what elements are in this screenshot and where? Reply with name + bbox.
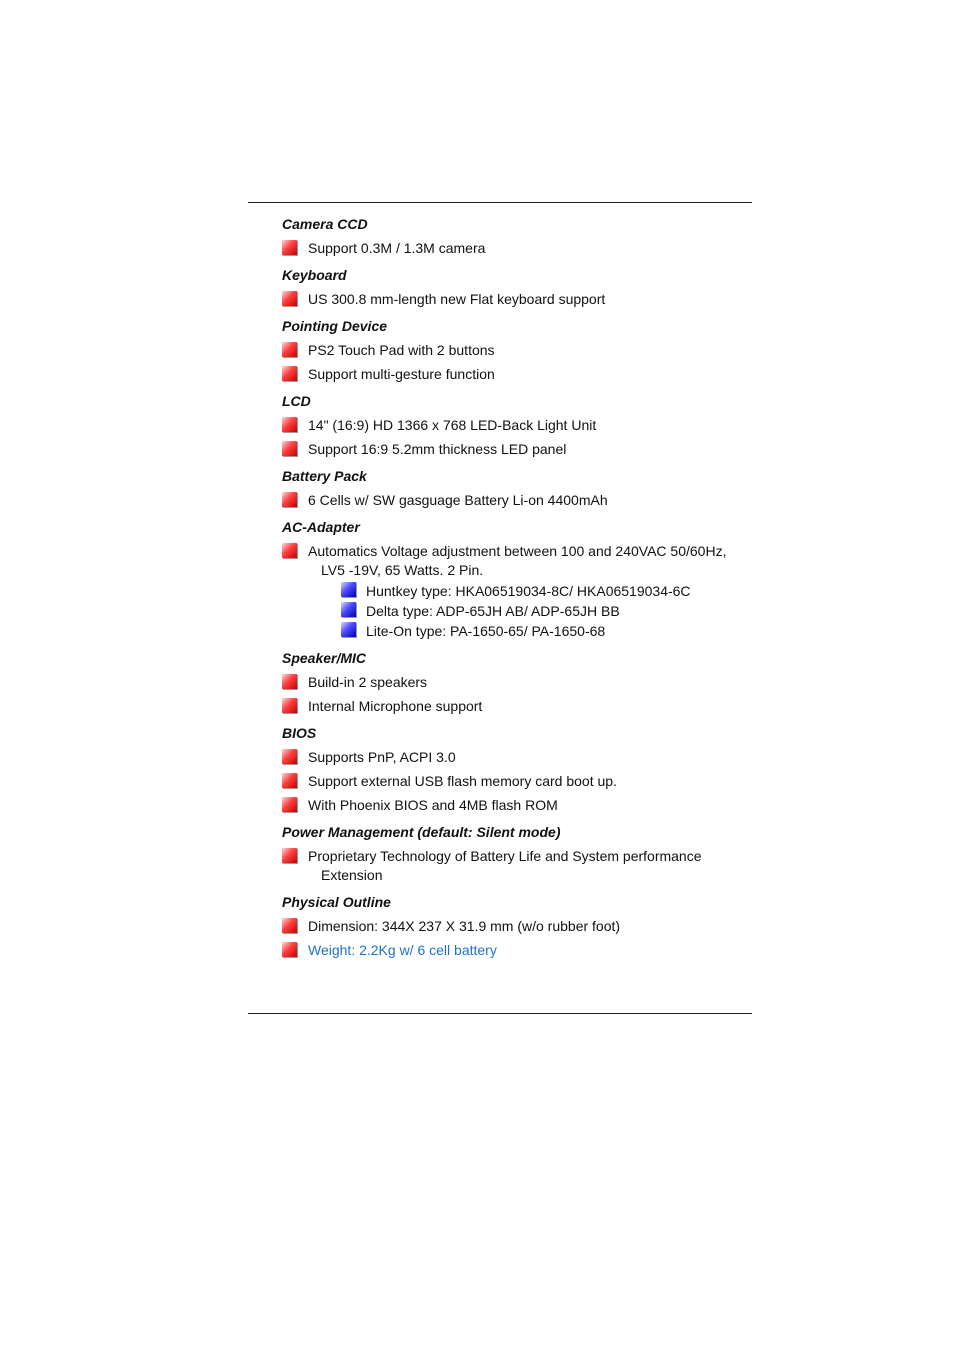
red-square-bullet-icon [282,417,297,432]
list-item: Support multi-gesture function [282,365,752,384]
blue-square-bullet-icon [341,622,356,637]
red-square-bullet-icon [282,291,297,306]
red-square-bullet-icon [282,492,297,507]
list-item: Supports PnP, ACPI 3.0 [282,748,752,767]
red-square-bullet-icon [282,674,297,689]
list-item: Proprietary Technology of Battery Life and System performance Extension [282,847,752,885]
section-heading: Power Management (default: Silent mode) [282,824,561,840]
section-physical-outline [282,892,752,960]
spec-list [282,214,752,962]
list-item: Build-in 2 speakers [282,673,752,692]
list-item [282,941,752,960]
section-heading: LCD [282,393,311,409]
section-heading: Pointing Device [282,318,388,334]
section-heading: Battery Pack [282,468,367,484]
section-speaker-mic [282,648,752,716]
section-lcd [282,391,752,459]
red-square-bullet-icon [282,749,297,764]
red-square-bullet-icon [282,698,297,713]
section-heading: Physical Outline [282,894,391,910]
list-item: PS2 Touch Pad with 2 buttons [282,341,752,360]
section-heading: AC-Adapter [282,519,360,535]
sub-list-item: Huntkey type: HKA06519034-8C/ HKA06519034-6C [282,582,752,601]
list-item: Support 0.3M / 1.3M camera [282,239,752,258]
section-pointing-device [282,316,752,384]
blue-square-bullet-icon [341,602,356,617]
section-bios [282,723,752,815]
list-item: Support external USB flash memory card boot up. [282,772,752,791]
section-heading: Keyboard [282,267,347,283]
red-square-bullet-icon [282,918,297,933]
section-camera [282,214,752,258]
red-square-bullet-icon [282,848,297,863]
section-heading: Camera CCD [282,216,368,232]
red-square-bullet-icon [282,773,297,788]
red-square-bullet-icon [282,797,297,812]
list-item: Automatics Voltage adjustment between 100 and 240VAC 50/60Hz, LV5 -19V, 65 Watts. 2 Pin. [282,542,752,580]
blue-square-bullet-icon [341,582,356,597]
list-item: With Phoenix BIOS and 4MB flash ROM [282,796,752,815]
list-item: 6 Cells w/ SW gasguage Battery Li-on 4400mAh [282,491,752,510]
red-square-bullet-icon [282,942,297,957]
list-item: Internal Microphone support [282,697,752,716]
list-item: 14" (16:9) HD 1366 x 768 LED-Back Light Unit [282,416,752,435]
section-battery-pack [282,466,752,510]
section-keyboard [282,265,752,309]
section-heading: BIOS [282,725,317,741]
list-item: US 300.8 mm-length new Flat keyboard support [282,290,752,309]
list-item: Support 16:9 5.2mm thickness LED panel [282,440,752,459]
red-square-bullet-icon [282,240,297,255]
sub-list-item: Delta type: ADP-65JH AB/ ADP-65JH BB [282,602,752,621]
top-rule [248,202,752,203]
list-item: Dimension: 344X 237 X 31.9 mm (w/o rubber foot) [282,917,752,936]
red-square-bullet-icon [282,441,297,456]
section-power-management [282,822,752,885]
bottom-rule [248,1013,752,1014]
section-ac-adapter [282,517,752,641]
red-square-bullet-icon [282,342,297,357]
weight-link[interactable]: Weight: 2.2Kg w/ 6 cell battery [308,942,497,958]
section-heading: Speaker/MIC [282,650,367,666]
red-square-bullet-icon [282,366,297,381]
sub-list-item: Lite-On type: PA-1650-65/ PA-1650-68 [282,622,752,641]
red-square-bullet-icon [282,543,297,558]
